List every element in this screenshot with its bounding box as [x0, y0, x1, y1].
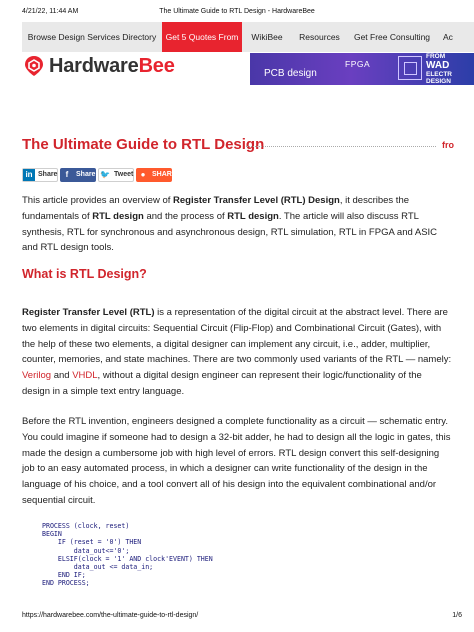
twitter-icon: 🐦: [100, 170, 110, 179]
section-heading-what-is-rtl: What is RTL Design?: [22, 267, 147, 281]
print-date: 4/21/22, 11:44 AM: [22, 8, 79, 15]
history-paragraph: Before the RTL invention, engineers designed a complete functionality as a circuit — schematic entry. You could imagine if someone had to design a 32-bit adder, he had to design all the logic in gates, this made the design a cumbersome job with high level of errors. RTL design convert this self-designing job to an easy automated process, in which a designer can write functionality of the design in the language of his choice, and a tool convert all of his design into the equivalent combinational and/or sequential circuit.: [22, 416, 451, 506]
banner-pcb-text: PCB design: [264, 68, 317, 79]
code-line: END IF;: [42, 571, 86, 580]
intro-text: This article provides an overview of: [22, 195, 174, 206]
vhdl-code-block: [42, 522, 302, 588]
linkedin-share-button[interactable]: [22, 168, 58, 182]
nav-item-wikibee[interactable]: WikiBee: [251, 32, 283, 42]
intro-bold: RTL design: [92, 210, 144, 222]
para-text: is a representation of the digital circuit at the abstract level. There are two elements in digital circuits: Sequential Circuit (Flip-Flop) and Combinational Circuit (Gates), with the help of these two elements, a digital designer can implement any circuit, i.e., adder, multiplier, counter, memories, and state machines. There are two commonly used variants of the RTL — namely:: [22, 307, 452, 366]
banner-right-text: [426, 53, 474, 85]
rtl-bold: Register Transfer Level (RTL): [22, 307, 155, 318]
vhdl-link[interactable]: VHDL: [72, 370, 98, 382]
code-line: data_out <= data_in;: [42, 563, 154, 572]
share-label: SHARE: [152, 171, 177, 178]
page-number: 1/6: [452, 612, 462, 619]
chip-icon: [398, 56, 422, 80]
logo-text-bee: Bee: [138, 55, 175, 77]
para-text: , without a digital design engineer can represent their logic/functionality of the design in a simple text entry language.: [22, 370, 422, 397]
ad-banner[interactable]: [250, 53, 474, 85]
banner-fpga-text: FPGA: [345, 59, 371, 69]
intro-text: . The article will also discuss RTL synthesis, RTL for synchronous and asynchronous design, RTL simulation, RTL in FPGA and ASIC and RTL design tools.: [22, 210, 438, 254]
banner-line: ELECTR: [426, 70, 452, 78]
banner-line: FROM: [426, 53, 446, 60]
intro-text: , it describes the fundamentals of: [22, 195, 410, 222]
intro-bold: Register Transfer Level (RTL) Design: [173, 195, 340, 206]
nav-item-free-consulting[interactable]: Get Free Consulting: [353, 32, 431, 42]
page-title: The Ultimate Guide to RTL Design: [22, 136, 265, 153]
location-pin-icon: [24, 55, 44, 77]
intro-paragraph: [22, 193, 452, 256]
logo-text-hardware: Hardware: [49, 55, 139, 77]
share-label: Share: [76, 171, 96, 178]
tweet-label: Tweet: [114, 171, 134, 178]
intro-bold: RTL design: [227, 210, 279, 222]
title-right-fragment: fro: [442, 140, 454, 150]
code-line: data_out<='0';: [42, 546, 130, 555]
hardwarebee-logo[interactable]: [22, 53, 175, 81]
code-line: PROCESS (clock, reset): [42, 522, 130, 530]
nav-item-get-quotes[interactable]: Get 5 Quotes From: [162, 22, 242, 52]
footer-url: https://hardwarebee.com/the-ultimate-guide-to-rtl-design/: [22, 612, 199, 619]
verilog-link[interactable]: Verilog: [22, 370, 52, 382]
print-title: The Ultimate Guide to RTL Design - HardwareBee: [159, 8, 315, 15]
code-line: ELSIF(clock = '1' AND clock'EVENT) THEN: [42, 554, 213, 563]
logo-wordmark: [49, 55, 175, 78]
top-navigation: [22, 22, 474, 52]
share-label: Share: [38, 171, 58, 178]
banner-line: WAD: [426, 59, 450, 71]
facebook-share-button[interactable]: [60, 168, 96, 182]
title-divider: [246, 146, 436, 147]
code-line: BEGIN: [42, 530, 62, 539]
para-text: and: [51, 370, 73, 382]
nav-item-resources[interactable]: Resources: [299, 32, 340, 42]
nav-item-truncated[interactable]: Ac: [443, 32, 453, 42]
reddit-share-button[interactable]: [136, 168, 177, 182]
code-line: END PROCESS;: [42, 579, 90, 588]
twitter-share-button[interactable]: [98, 168, 134, 182]
banner-line: DESIGN: [426, 78, 451, 85]
rtl-definition-paragraph: [22, 305, 452, 400]
linkedin-icon: in: [23, 169, 35, 181]
nav-item-browse-directory[interactable]: Browse Design Services Directory: [27, 32, 157, 42]
code-line: IF (reset = '0') THEN: [42, 538, 142, 547]
reddit-icon: ●: [140, 170, 146, 179]
facebook-icon: f: [65, 170, 69, 179]
intro-text: and the process of: [143, 210, 228, 222]
print-header: [0, 8, 474, 20]
